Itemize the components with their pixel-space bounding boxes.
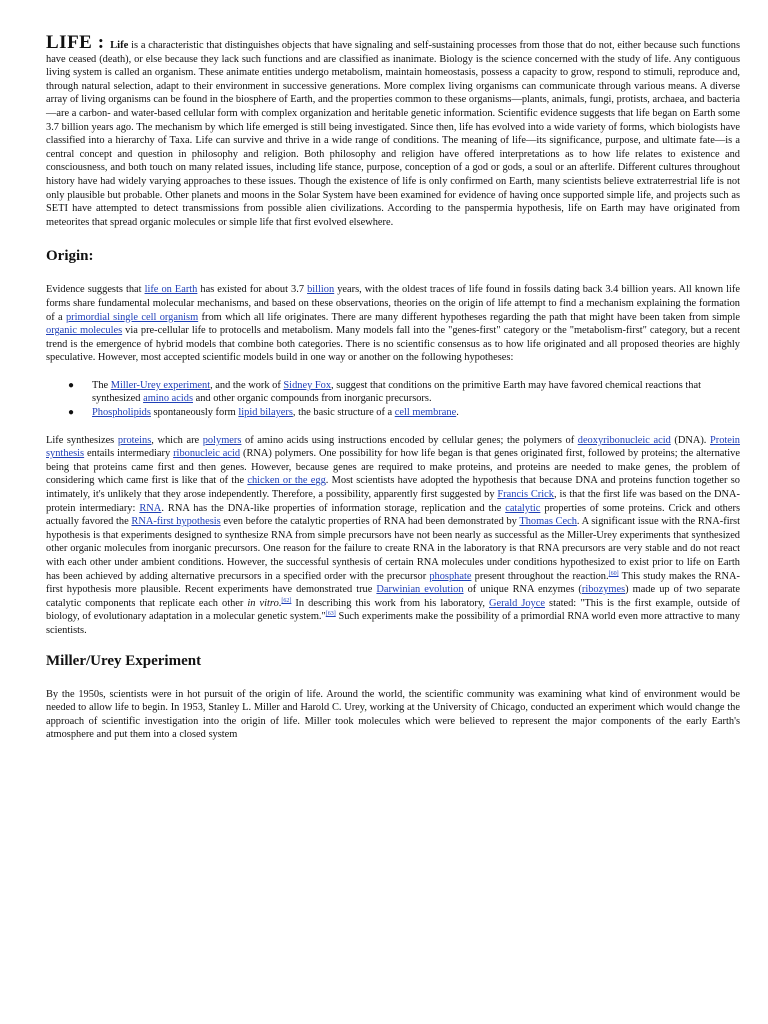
text-run: . RNA has the DNA-like properties of information storage, replication and the [161,502,506,514]
text-run: properties of some proteins. Crick and others actually favored the [46,502,740,528]
miller-urey-paragraph: By the 1950s, scientists were in hot pursuit of the origin of life. Around the world, the scientific community was examining what kind of environment would be needed to allow life to begin. In 1953, Stanley L. Miller and Harold C. Urey, working at the University of Chicago, conducted an experiment which would change the approach of scientific investigation into the origin of life. Miller took molecules which were believed to represent the major components of the early Earth's atmosphere and put them into a closed system [46,688,740,741]
text-run: ) made up of two separate catalytic components that replicate each other [46,584,741,609]
text-run: present throughout the reaction. [471,570,609,582]
life-bold-lead: Life [110,40,129,51]
rna-paragraph [46,434,740,638]
citation-link-60[interactable]: [60] [608,570,619,577]
link-primordial-cell[interactable]: primordial single cell organism [65,311,199,323]
link-darwinian-evolution[interactable]: Darwinian evolution [376,584,464,596]
citation [609,571,619,577]
bullet-icon: ● [68,379,75,391]
link-organic-molecules[interactable]: organic molecules [46,325,123,337]
text-run: , and the work of [210,379,284,391]
link-amino-acids[interactable]: amino acids [143,393,193,405]
bullet-icon: ● [68,407,75,419]
link-ribozymes[interactable]: ribozymes [581,584,626,596]
citation-link-63[interactable]: [63] [325,611,336,618]
list-item [68,379,740,406]
citation [326,611,336,617]
text-run: The [92,379,111,391]
link-rna[interactable]: RNA [139,502,162,514]
text-run: This study makes the RNA-first hypothesis more plausible. Recent experiments have demonstrated true [46,570,740,596]
text-run: Life synthesizes [46,434,118,446]
link-cell-membrane[interactable]: cell membrane [394,407,457,419]
link-phospholipids[interactable]: Phospholipids [92,407,151,419]
miller-urey-heading: Miller/Urey Experiment [46,652,202,669]
link-polymers[interactable]: polymers [202,434,242,446]
intro-paragraph [46,32,741,229]
link-life-on-earth[interactable]: life on Earth [144,284,198,296]
text-run: , suggest that conditions on the primitive Earth may have favored chemical reactions that synthesized [92,379,701,405]
text-run: . Most scientists have adopted the hypothesis that because DNA and proteins function together so intimately, it's unlikely that they arose independently. Therefore, a possibility, apparently first suggested by [46,475,740,501]
in-vitro-italic: in vitro [247,597,279,609]
link-rna-acid[interactable]: ribonucleic acid [173,448,241,460]
link-chicken-egg[interactable]: chicken or the egg [247,475,326,487]
text-run: , which are [151,434,203,446]
text-run: stated: "This is the first example, outside of biology, of evolutionary adaptation in a molecular genetic system." [46,597,741,623]
link-francis-crick[interactable]: Francis Crick [497,489,554,501]
text-run: . A significant issue with the RNA-first hypothesis is that experiments designed to synthesize RNA from simple precursors have not been nearly as successful as the Miller-Urey experiments that synthesized other organic molecules from inorganic precursors. One reason for the failure to create RNA in the laboratory is that RNA precursors are very stable and do not react with each other under ambient conditions. However, the successful synthesis of certain RNA molecules under conditions hypothesized to exist prior to life on Earth has been achieved by adding alternative precursors in a specified order with the precursor [46,516,740,582]
text-run: Such experiments make the possibility of a primordial RNA world even more attractive to many scientists. [46,611,740,636]
text-run: . [456,407,459,419]
text-run: (RNA) polymers. One possibility for how life began is that genes originated first, followed by proteins; the alternative being that proteins came first and then genes. However, because genes are required to make proteins, and proteins are needed to make genes, the problem of considering which came first is like that of the [46,448,740,487]
text-run: years, with the oldest traces of life found in fossils dating back 3.4 billion years. All known life forms share fundamental molecular mechanisms, and based on these observations, theories on the origin of life attempt to find a mechanism explaining the formation of a [46,284,740,323]
life-heading: LIFE [46,32,93,53]
text-run: of unique RNA enzymes ( [463,584,582,596]
text-run: from which all life originates. There are many different hypotheses regarding the path that might have been taken from simple [198,311,740,323]
text-run: has existed for about 3.7 [197,284,308,296]
origin-paragraph [46,283,740,365]
citation-link-62[interactable]: [62] [281,597,292,604]
link-thomas-cech[interactable]: Thomas Cech [519,516,577,528]
link-gerald-joyce[interactable]: Gerald Joyce [489,597,545,609]
link-miller-urey[interactable]: Miller-Urey experiment [110,379,211,391]
link-lipid-bilayers[interactable]: lipid bilayers [238,407,293,419]
life-heading-colon: : [92,32,111,53]
link-protein-synthesis[interactable]: Protein synthesis [46,434,740,460]
link-phosphate[interactable]: phosphate [429,570,472,582]
text-run: even before the catalytic properties of RNA had been demonstrated by [220,516,520,528]
text-run: , is that the first life was based on the DNA-protein intermediary: [46,489,740,514]
list-item [68,406,740,420]
text-run: entails intermediary [84,448,174,460]
text-run: , the basic structure of a [292,407,395,419]
text-run: . [278,597,282,609]
text-run: and other organic compounds from inorganic precursors. [193,393,432,405]
text-run: of amino acids using instructions encoded by cellular genes; the polymers of [241,434,578,446]
text-run: via pre-cellular life to protocells and metabolism. Many models fall into the "genes-first" category or the "metabolism-first" category, but a recent trend is the emergence of hybrid models that combine both categories. There is no scientific consensus as to how life originated and all proposed theories are highly speculative. However, most accepted scientific models build in one way or another on the following hypotheses: [46,325,740,364]
text-run: Evidence suggests that [46,284,145,296]
origin-heading: Origin: [46,248,94,265]
link-dna[interactable]: deoxyribonucleic acid [577,434,671,446]
link-catalytic[interactable]: catalytic [505,502,541,514]
citation [281,598,291,604]
link-sidney-fox[interactable]: Sidney Fox [283,379,332,391]
intro-text: is a characteristic that distinguishes objects that have signaling and self-sustaining processes from those that do not, either because such functions have ceased (death), or else because they lack such functions and are classified as inanimate. Biology is the science concerned with the study of life. Any contiguous living system is called an organism. These animate entities undergo metabolism, maintain homeostasis, possess a capacity to grow, respond to stimuli, reproduce and, through natural selection, adapt to their environment in successive generations. More complex living organisms can communicate through various means. A diverse array of living organisms can be found in the biosphere of Earth, and the properties common to these organisms—plants, animals, fungi, protists, archaea, and bacteria—are a carbon- and water-based cellular form with complex organization and heritable genetic information. Scientific evidence suggests that life began on Earth some 3.7 billion years ago. The mechanism by which life emerged is still being investigated. Since then, life has evolved into a wide variety of forms, which biologists have classified into a hierarchy of Taxa. Life can survive and thrive in a wide range of conditions. The meaning of life—its significance, purpose, and ultimate fate—is a central concept and question in philosophy and religion. Both philosophy and religion have offered interpretations as to how life relates to existence and consciousness, and both touch on many related issues, including life stance, purpose, conception of a god or gods, a soul or an afterlife. Different cultures throughout history have had widely varying approaches to these issues. Though the existence of life is only confirmed on Earth, many scientists believe extraterrestrial life is not only plausible but probable. Other planets and moons in the Solar System have been examined for evidence of having once supported simple life, and projects such as SETI have attempted to detect transmissions from possible alien civilizations. According to the panspermia hypothesis, life on Earth may have originated from meteorites that spread organic molecules or simple life that first evolved elsewhere. [46,40,741,228]
text-run: In describing this work from his laboratory, [291,597,489,609]
link-billion[interactable]: billion [307,284,335,296]
link-rna-first[interactable]: RNA-first hypothesis [131,516,221,528]
link-proteins[interactable]: proteins [117,434,152,446]
hypotheses-list [46,379,740,420]
text-run: (DNA). [670,434,710,446]
text-run: spontaneously form [150,407,239,419]
